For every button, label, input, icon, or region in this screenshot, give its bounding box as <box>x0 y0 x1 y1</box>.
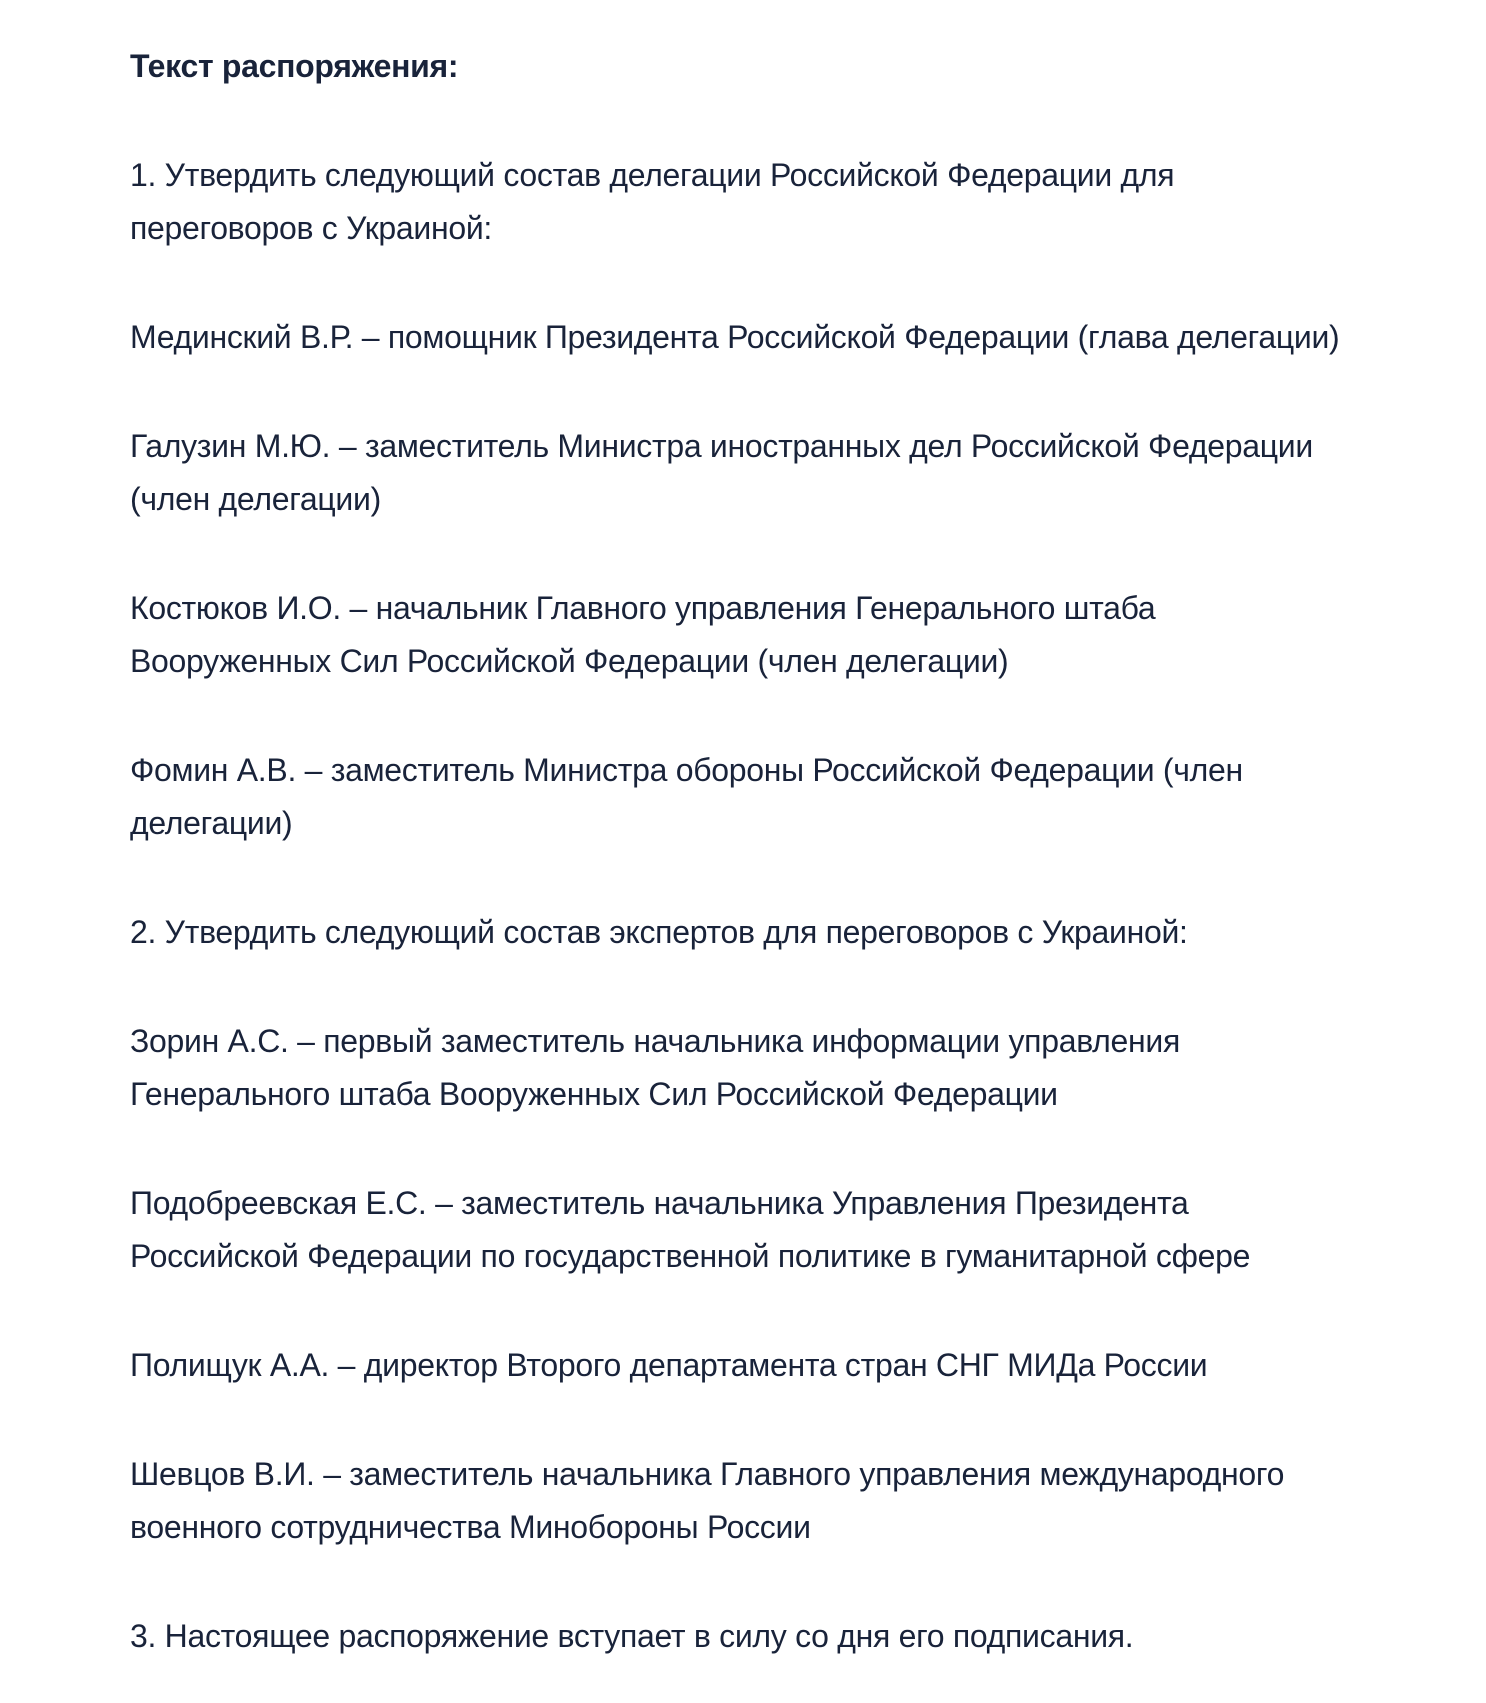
text-line: 3. Настоящее распоряжение вступает в силу со дня его подписания. <box>130 1618 1134 1654</box>
text-line: Костюков И.О. – начальник Главного управления Генерального штаба <box>130 590 1156 626</box>
decree-title: Текст распоряжения: <box>130 48 459 84</box>
paragraph <box>130 1339 1456 1392</box>
paragraph <box>130 582 1456 688</box>
text-line: переговоров с Украиной: <box>130 210 492 246</box>
text-line: 2. Утвердить следующий состав экспертов для переговоров с Украиной: <box>130 914 1188 950</box>
paragraph <box>130 1177 1456 1283</box>
paragraph <box>130 149 1456 255</box>
text-line: Генерального штаба Вооруженных Сил Российской Федерации <box>130 1076 1058 1112</box>
paragraph <box>130 1015 1456 1121</box>
text-line: Полищук А.А. – директор Второго департамента стран СНГ МИДа России <box>130 1347 1208 1383</box>
text-line: Российской Федерации по государственной политике в гуманитарной сфере <box>130 1238 1251 1274</box>
paragraph <box>130 1610 1456 1663</box>
text-line: (член делегации) <box>130 481 381 517</box>
paragraph <box>130 311 1456 364</box>
text-line: делегации) <box>130 805 293 841</box>
text-line: Фомин А.В. – заместитель Министра обороны Российской Федерации (член <box>130 752 1243 788</box>
text-line: Шевцов В.И. – заместитель начальника Главного управления международного <box>130 1456 1285 1492</box>
text-line: Мединский В.Р. – помощник Президента Российской Федерации (глава делегации) <box>130 319 1340 355</box>
paragraph <box>130 420 1456 526</box>
text-line: 1. Утвердить следующий состав делегации Российской Федерации для <box>130 157 1175 193</box>
text-line: Вооруженных Сил Российской Федерации (член делегации) <box>130 643 1009 679</box>
paragraph <box>130 906 1456 959</box>
text-line: Галузин М.Ю. – заместитель Министра иностранных дел Российской Федерации <box>130 428 1313 464</box>
paragraph <box>130 1448 1456 1554</box>
text-line: Зорин А.С. – первый заместитель начальника информации управления <box>130 1023 1181 1059</box>
paragraph <box>130 744 1456 850</box>
decree-paragraphs <box>130 149 1456 1663</box>
text-line: военного сотрудничества Минобороны России <box>130 1509 811 1545</box>
text-line: Подобреевская Е.С. – заместитель начальника Управления Президента <box>130 1185 1189 1221</box>
